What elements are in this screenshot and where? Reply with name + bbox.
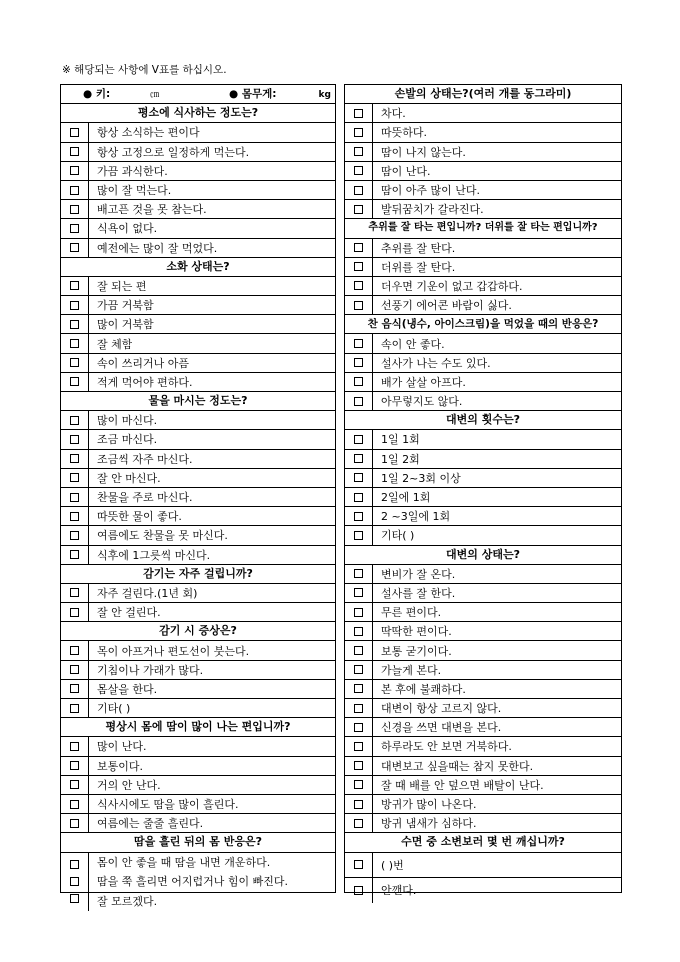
option-label: 몸이 안 좋을 때 땀을 내면 개운하다. [97, 856, 271, 870]
option-row [345, 641, 621, 660]
checkbox[interactable] [354, 860, 363, 869]
checkbox[interactable] [70, 684, 79, 693]
option-row [61, 526, 335, 545]
height-label: 키: [95, 88, 111, 100]
option-row [345, 239, 621, 258]
checkbox[interactable] [70, 704, 79, 713]
option-row [61, 507, 335, 526]
section-title: 추위를 잘 타는 편입니까? 더위를 잘 타는 편입니까? [345, 219, 621, 238]
checkbox[interactable] [354, 473, 363, 482]
option-label: 딱딱한 편이다. [381, 625, 452, 639]
checkbox[interactable] [354, 397, 363, 406]
checkbox[interactable] [354, 205, 363, 214]
option-label: 속이 쓰리거나 아픔 [97, 356, 190, 370]
checkbox[interactable] [354, 608, 363, 617]
option-row [61, 296, 335, 315]
section-title: 소화 상태는? [61, 258, 335, 277]
checkbox[interactable] [70, 608, 79, 617]
option-row [345, 699, 621, 718]
section-title: 감기 시 증상은? [61, 622, 335, 641]
option-row [345, 258, 621, 277]
option-label: 따뜻하다. [381, 126, 428, 140]
option-label: 선풍기 에어콘 바람이 싫다. [381, 299, 512, 313]
checkbox[interactable] [354, 569, 363, 578]
option-label: 여름에도 찬물을 못 마신다. [97, 529, 228, 543]
option-row [345, 334, 621, 353]
option-label: 1일 2~3회 이상 [381, 471, 461, 485]
option-row [61, 450, 335, 469]
option-row [345, 661, 621, 680]
option-label: 많이 거북함 [97, 318, 154, 332]
option-label: 아무렇지도 않다. [381, 395, 463, 409]
option-row [345, 143, 621, 162]
option-row [345, 603, 621, 622]
section-title: 찬 음식(냉수, 아이스크림)을 먹었을 때의 반응은? [345, 315, 621, 334]
checkbox[interactable] [70, 166, 79, 175]
checkbox[interactable] [354, 704, 363, 713]
option-list [61, 737, 335, 833]
option-row [61, 661, 335, 680]
option-row [345, 277, 621, 296]
checkbox[interactable] [70, 377, 79, 386]
checkbox[interactable] [70, 588, 79, 597]
checkbox[interactable] [354, 358, 363, 367]
option-row [61, 814, 335, 833]
option-row [61, 239, 335, 258]
option-row [345, 565, 621, 584]
option-label: 땀을 쭉 흘리면 어지럽거나 힘이 빠진다. [97, 875, 288, 889]
option-row [345, 430, 621, 449]
section-title: 대변의 횟수는? [345, 411, 621, 430]
option-label: 많이 마신다. [97, 414, 158, 428]
option-label: 적게 먹어야 편하다. [97, 375, 193, 389]
checkbox[interactable] [354, 665, 363, 674]
option-label: 기타( ) [97, 702, 131, 716]
option-row [61, 411, 335, 430]
option-row [61, 757, 335, 776]
checkbox[interactable] [354, 243, 363, 252]
option-row [345, 526, 621, 545]
option-row [61, 354, 335, 373]
option-list [345, 334, 621, 411]
checkbox[interactable] [354, 166, 363, 175]
option-label: 더우면 기운이 없고 갑갑하다. [381, 279, 523, 293]
option-label: 조금 마신다. [97, 433, 158, 447]
option-label: 땀이 아주 많이 난다. [381, 184, 480, 198]
checkbox[interactable] [354, 886, 363, 895]
checkbox[interactable] [70, 358, 79, 367]
option-label: 본 후에 불쾌하다. [381, 682, 466, 696]
option-label: 자주 걸린다.(1년 회) [97, 586, 198, 600]
option-label: 1일 2회 [381, 452, 420, 466]
option-label: 몸살을 한다. [97, 682, 158, 696]
option-label: 항상 소식하는 편이다 [97, 126, 200, 140]
option-row [61, 277, 335, 296]
checkbox[interactable] [354, 742, 363, 751]
option-label: 많이 난다. [97, 740, 147, 754]
option-label: 2일에 1회 [381, 491, 431, 505]
option-row [345, 104, 621, 123]
option-label: 잘 안 마신다. [97, 471, 161, 485]
option-label: 설사가 나는 수도 있다. [381, 356, 491, 370]
option-list [61, 411, 335, 565]
option-label: ( )번 [381, 858, 404, 872]
left-column [60, 84, 336, 908]
option-list [345, 239, 621, 316]
option-label: 예전에는 많이 잘 먹었다. [97, 241, 218, 255]
checkbox[interactable] [354, 780, 363, 789]
checkbox[interactable] [354, 800, 363, 809]
option-label: 더위를 잘 탄다. [381, 260, 456, 274]
section-title: 물을 마시는 정도는? [61, 392, 335, 411]
option-row [345, 718, 621, 737]
checkbox[interactable] [70, 339, 79, 348]
checkbox[interactable] [70, 512, 79, 521]
option-row [61, 603, 335, 622]
option-row [345, 200, 621, 219]
checkbox[interactable] [354, 493, 363, 502]
checkbox[interactable] [354, 454, 363, 463]
option-label: 속이 안 좋다. [381, 337, 445, 351]
checkbox[interactable] [354, 723, 363, 732]
option-row [345, 123, 621, 142]
checkbox[interactable] [70, 454, 79, 463]
sweat-reaction-group [61, 853, 335, 911]
option-label: 기타( ) [381, 529, 415, 543]
option-row [61, 143, 335, 162]
option-list [345, 565, 621, 834]
section-title: 땀을 흘린 뒤의 몸 반응은? [61, 833, 335, 852]
option-row [345, 737, 621, 756]
option-label: 식사시에도 땀을 많이 흘린다. [97, 798, 239, 812]
checkbox[interactable] [70, 665, 79, 674]
option-label: 잘 체함 [97, 337, 133, 351]
option-row [345, 878, 621, 903]
option-label: 항상 고정으로 일정하게 먹는다. [97, 145, 250, 159]
option-label: 땀이 난다. [381, 164, 431, 178]
option-row [345, 296, 621, 315]
option-label: 배고픈 것을 못 참는다. [97, 203, 207, 217]
option-row [61, 488, 335, 507]
option-row [345, 853, 621, 878]
height-unit: ㎝ [150, 90, 160, 100]
section-title: 수면 중 소변보러 몇 번 깨십니까? [345, 833, 621, 852]
option-label: 가끔 거북함 [97, 299, 154, 313]
option-row [345, 584, 621, 603]
option-label: 설사를 잘 한다. [381, 586, 456, 600]
checkbox[interactable] [70, 435, 79, 444]
checkbox[interactable] [70, 761, 79, 770]
option-row [345, 162, 621, 181]
option-row [61, 200, 335, 219]
checkbox[interactable] [354, 339, 363, 348]
option-row [61, 430, 335, 449]
right-column [344, 84, 622, 897]
option-row [345, 392, 621, 411]
option-label: 대변이 항상 고르지 않다. [381, 702, 502, 716]
option-label: 대변보고 싶을때는 참지 못한다. [381, 759, 534, 773]
checkbox[interactable] [70, 473, 79, 482]
section-title: 대변의 상태는? [345, 546, 621, 565]
option-row [345, 488, 621, 507]
option-list [345, 104, 621, 219]
option-row [61, 680, 335, 699]
checkbox[interactable] [354, 262, 363, 271]
option-label: 식욕이 없다. [97, 222, 158, 236]
option-label: 목이 아프거나 편도선이 붓는다. [97, 644, 250, 658]
option-row [345, 507, 621, 526]
option-label: 조금씩 자주 마신다. [97, 452, 193, 466]
option-row [345, 795, 621, 814]
body-info-row: ● 키: ㎝ ● 몸무게: kg [61, 85, 335, 104]
checkbox[interactable] [354, 281, 363, 290]
option-row [345, 469, 621, 488]
checkbox[interactable] [70, 800, 79, 809]
option-label: 방귀 냄새가 심하다. [381, 817, 477, 831]
option-label: 많이 잘 먹는다. [97, 184, 172, 198]
checkbox[interactable] [354, 684, 363, 693]
option-row [61, 584, 335, 603]
option-label: 잘 모르겠다. [97, 894, 158, 908]
option-label: 무른 편이다. [381, 606, 442, 620]
checkbox[interactable] [70, 877, 79, 886]
checkbox[interactable] [70, 224, 79, 233]
checkbox[interactable] [354, 627, 363, 636]
option-label: 잘 때 배를 안 덮으면 배탈이 난다. [381, 778, 544, 792]
weight-label: 몸무게: [241, 88, 277, 100]
checkbox[interactable] [70, 531, 79, 540]
checkbox[interactable] [70, 281, 79, 290]
checkbox[interactable] [70, 205, 79, 214]
option-list [61, 584, 335, 622]
checkbox[interactable] [354, 377, 363, 386]
checkbox[interactable] [70, 186, 79, 195]
option-label: 보통이다. [97, 759, 144, 773]
option-row [61, 776, 335, 795]
option-row [345, 814, 621, 833]
option-label: 변비가 잘 온다. [381, 567, 456, 581]
option-label: 가끔 과식한다. [97, 164, 168, 178]
option-label: 하루라도 안 보면 거북하다. [381, 740, 512, 754]
checkbox[interactable] [354, 588, 363, 597]
checkbox[interactable] [70, 416, 79, 425]
option-label: 따뜻한 물이 좋다. [97, 510, 182, 524]
option-label: 잘 안 걸린다. [97, 606, 161, 620]
option-row [61, 641, 335, 660]
option-label: 차다. [381, 107, 406, 121]
checkbox[interactable] [354, 128, 363, 137]
checkbox[interactable] [354, 186, 363, 195]
section-title: 손발의 상태는?(여러 개를 동그라미) [345, 85, 621, 104]
checkbox[interactable] [354, 147, 363, 156]
option-row [345, 776, 621, 795]
checkbox[interactable] [70, 742, 79, 751]
option-label: 발뒤꿈치가 갈라진다. [381, 203, 484, 217]
section-title: 평소에 식사하는 정도는? [61, 104, 335, 123]
checkbox[interactable] [70, 301, 79, 310]
checkbox[interactable] [354, 435, 363, 444]
option-label: 보통 굳기이다. [381, 644, 452, 658]
option-label: 거의 안 난다. [97, 778, 161, 792]
checkbox[interactable] [70, 147, 79, 156]
option-row [345, 622, 621, 641]
option-label: 안깬다. [381, 884, 417, 897]
option-row [345, 181, 621, 200]
checkbox[interactable] [70, 780, 79, 789]
option-row [345, 354, 621, 373]
option-list [61, 123, 335, 257]
option-row [61, 334, 335, 353]
option-label: 추위를 잘 탄다. [381, 241, 456, 255]
option-label: 2 ~3일에 1회 [381, 510, 451, 524]
option-list [345, 853, 621, 903]
option-label: 잘 되는 편 [97, 279, 147, 293]
weight-unit: kg [318, 90, 331, 100]
checkbox[interactable] [70, 128, 79, 137]
checkbox[interactable] [70, 550, 79, 559]
checkbox[interactable] [70, 819, 79, 828]
option-row [61, 546, 335, 565]
option-label: 방귀가 많이 나온다. [381, 798, 477, 812]
section-title: 감기는 자주 걸립니까? [61, 565, 335, 584]
option-row [345, 757, 621, 776]
option-row [345, 450, 621, 469]
option-label: 찬물을 주로 마신다. [97, 491, 193, 505]
option-row [61, 469, 335, 488]
checkbox[interactable] [70, 646, 79, 655]
checkbox[interactable] [354, 819, 363, 828]
checkbox[interactable] [354, 761, 363, 770]
checkbox[interactable] [354, 646, 363, 655]
checkbox[interactable] [70, 860, 79, 869]
checkbox[interactable] [354, 301, 363, 310]
option-row [61, 315, 335, 334]
option-row [61, 699, 335, 718]
option-row [61, 737, 335, 756]
option-label: 1일 1회 [381, 433, 420, 447]
option-row [61, 219, 335, 238]
option-label: 가늘게 본다. [381, 663, 442, 677]
checkbox[interactable] [70, 894, 79, 903]
checkbox[interactable] [354, 109, 363, 118]
option-label: 기침이나 가래가 많다. [97, 663, 204, 677]
option-label: 여름에는 줄줄 흘린다. [97, 817, 204, 831]
option-row [61, 181, 335, 200]
checkbox[interactable] [70, 493, 79, 502]
option-row [345, 373, 621, 392]
checkbox[interactable] [70, 320, 79, 329]
option-list [61, 277, 335, 392]
option-list [61, 641, 335, 718]
instruction-text: ※ 해당되는 사항에 V표를 하십시오. [62, 64, 227, 76]
checkbox[interactable] [354, 531, 363, 540]
option-label: 식후에 1그릇씩 마신다. [97, 548, 211, 562]
option-label: 배가 살살 아프다. [381, 375, 466, 389]
checkbox[interactable] [70, 243, 79, 252]
option-label: 땀이 나지 않는다. [381, 145, 466, 159]
option-row [345, 680, 621, 699]
option-row [61, 162, 335, 181]
option-label: 신경을 쓰면 대변을 본다. [381, 721, 502, 735]
option-row [61, 795, 335, 814]
checkbox[interactable] [354, 512, 363, 521]
option-row [61, 373, 335, 392]
section-title: 평상시 몸에 땀이 많이 나는 편입니까? [61, 718, 335, 737]
option-row [61, 123, 335, 142]
option-list [345, 430, 621, 545]
